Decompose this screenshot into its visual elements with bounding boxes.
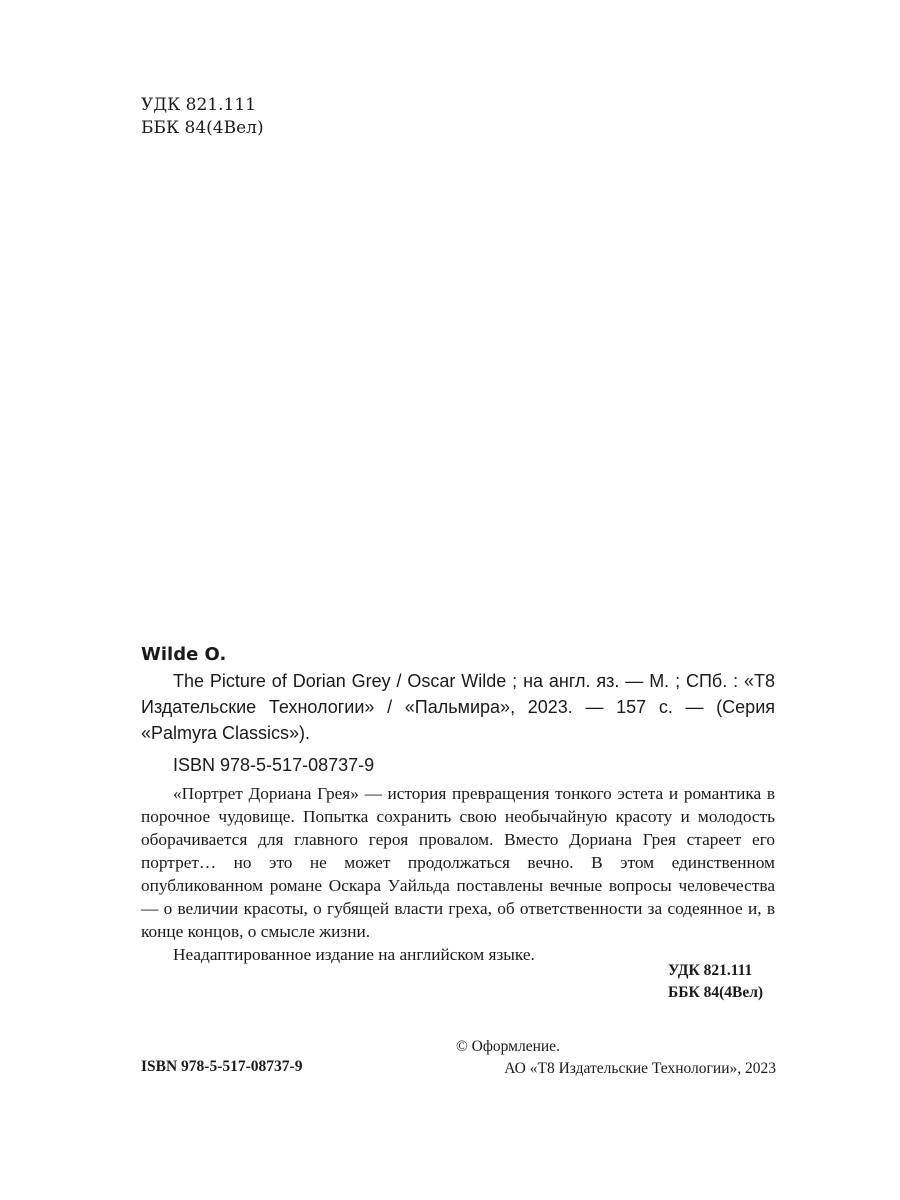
annotation-paragraph: «Портрет Дориана Грея» — история превращения тонкого эстета и романтика в порочное чудовище. Попытка сохранить свою необычайную красоту и молодость оборачивается для главного героя провалом. Вместо Дориана Грея стареет его портрет… но это не может продолжаться вечно. В этом единственном опубликованном романе Оскара Уайльда поставлены вечные вопросы человечества — о величии красоты, о губящей власти греха, об ответственности за содеянное и, в конце концов, о смысле жизни. — [141, 784, 775, 941]
catalog-record — [141, 642, 775, 966]
bbk-code: ББК 84(4Вел) — [141, 118, 264, 138]
classification-header — [141, 94, 264, 140]
annotation — [141, 782, 775, 966]
annotation-paragraph: Неадаптированное издание на английском языке. — [173, 945, 535, 964]
copyright-line: © Оформление. — [456, 1038, 560, 1055]
classification-right — [668, 960, 763, 1004]
bibliographic-description: The Picture of Dorian Grey / Oscar Wilde ; на англ. яз. — М. ; СПб. : «Т8 Издательские Технологии» / «Пальмира», 2023. — 157 с. — (Серия «Palmyra Classics»). — [141, 671, 775, 743]
copyright-holder: АО «Т8 Издательские Технологии», 2023 — [504, 1060, 776, 1077]
isbn-line: ISBN 978-5-517-08737-9 — [173, 755, 375, 775]
bbk-code-bold: ББК 84(4Вел) — [668, 984, 764, 1001]
udk-code-bold: УДК 821.111 — [668, 962, 753, 979]
copyright-block — [456, 1036, 776, 1080]
udk-code: УДК 821.111 — [141, 95, 256, 115]
author-heading: Wilde O. — [141, 644, 227, 665]
isbn-footer: ISBN 978-5-517-08737-9 — [141, 1058, 303, 1075]
